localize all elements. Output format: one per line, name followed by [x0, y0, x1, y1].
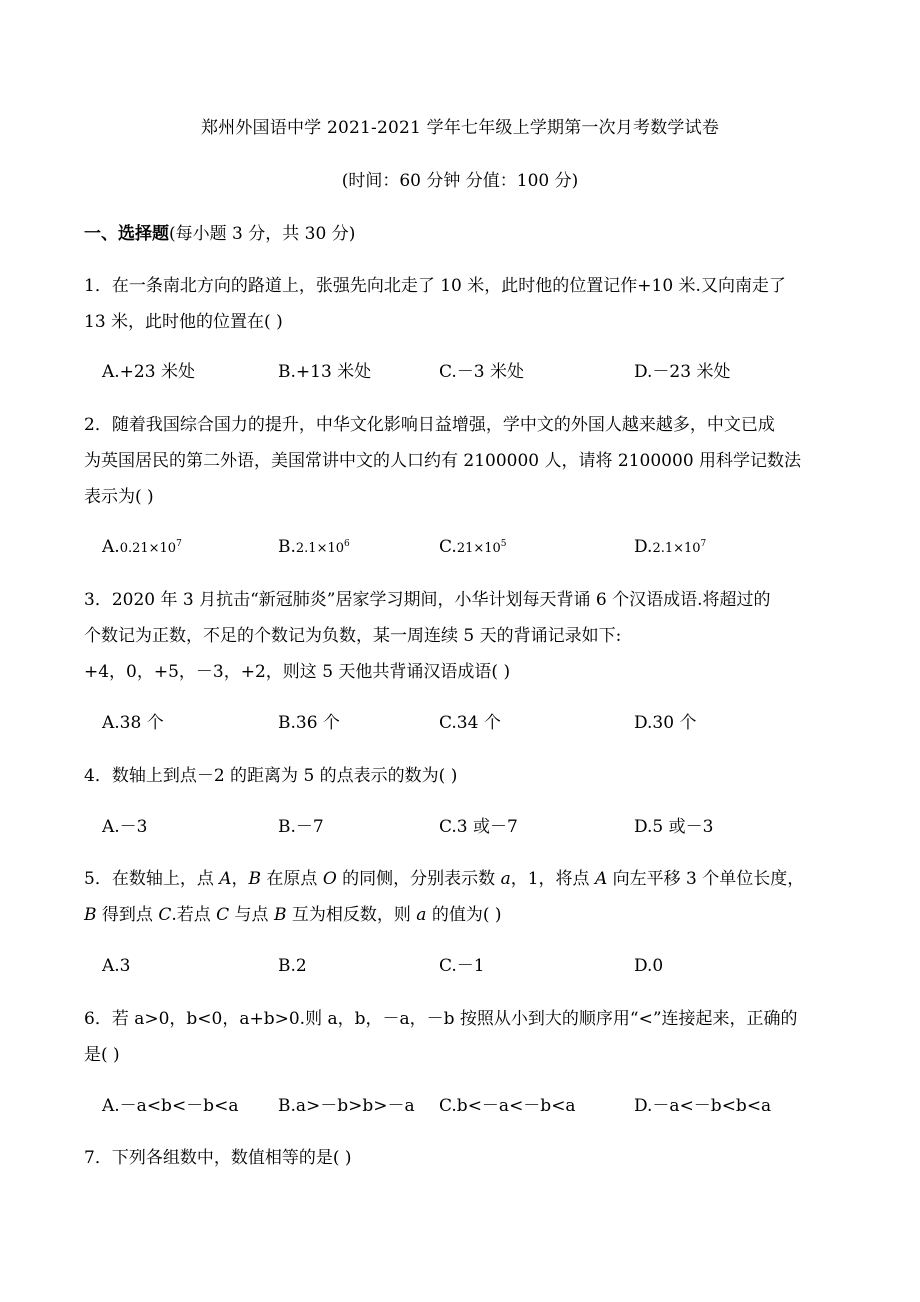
q6-option-b[interactable]: B.a>－b>b>－a	[278, 1096, 415, 1116]
q5-option-d[interactable]: D.0	[634, 956, 664, 976]
q2-text-line1: 2．随着我国综合国力的提升，中华文化影响日益增强，学中文的外国人越来越多，中文已成	[84, 415, 775, 435]
q2-option-c[interactable]: $C.21\times 10^5$	[439, 537, 507, 557]
q3-text-line1: 3．2020 年 3 月抗击“新冠肺炎”居家学习期间，小华计划每天背诵 6 个汉语成语.将超过的	[84, 590, 771, 610]
q1-options	[102, 360, 822, 384]
q7-text-line1: 7．下列各组数中，数值相等的是( )	[84, 1148, 352, 1168]
q3-text-line3: +4，0，+5，－3，+2，则这 5 天他共背诵汉语成语( )	[84, 662, 511, 682]
q4-text-line1: 4．数轴上到点－2 的距离为 5 的点表示的数为( )	[84, 766, 458, 786]
q5-text-line2: B 得到点 C.若点 C 与点 B 互为相反数，则 a 的值为( )	[84, 905, 502, 925]
q3-text-line2: 个数记为正数，不足的个数记为负数，某一周连续 5 天的背诵记录如下:	[84, 626, 622, 646]
q2-option-a[interactable]: $A.0.21\times 10^7$	[102, 537, 182, 557]
q5-text-line1: 5．在数轴上，点 A，B 在原点 O 的同侧，分别表示数 a，1，将点 A 向左平移 3 个单位长度，	[84, 869, 805, 889]
q3-option-a[interactable]: A.38 个	[102, 713, 164, 733]
q5-option-b[interactable]: B.2	[278, 956, 307, 976]
q6-text-line2: 是( )	[84, 1045, 120, 1065]
q6-option-c[interactable]: C.b<－a<－b<a	[439, 1096, 576, 1116]
q4-option-d[interactable]: D.5 或－3	[634, 817, 714, 837]
section-heading	[84, 222, 850, 246]
section-note: (每小题 3 分，共 30 分)	[169, 224, 356, 244]
q4-option-b[interactable]: B.－7	[278, 817, 324, 837]
q3-option-b[interactable]: B.36 个	[278, 713, 340, 733]
q1-option-a[interactable]: A.+23 米处	[102, 362, 195, 382]
q3-option-d[interactable]: D.30 个	[634, 713, 697, 733]
q6-options	[102, 1094, 822, 1118]
q5-option-c[interactable]: C.－1	[439, 956, 485, 976]
q4-option-a[interactable]: A.－3	[102, 817, 148, 837]
exam-subtitle: (时间：60 分钟 分值：100 分)	[341, 171, 579, 191]
exam-title: 郑州外国语中学 2021-2021 学年七年级上学期第一次月考数学试卷	[200, 118, 720, 138]
q1-option-d[interactable]: D.－23 米处	[634, 362, 731, 382]
section-title: 一、选择题	[84, 224, 169, 244]
q2-option-b[interactable]: $B.2.1\times 10^6$	[278, 537, 350, 557]
q1-text-line1: 1．在一条南北方向的路道上，张强先向北走了 10 米，此时他的位置记作+10 米.又向南走了	[84, 276, 786, 296]
q1-option-b[interactable]: B.+13 米处	[278, 362, 372, 382]
q2-option-d[interactable]: $D.2.1\times 10^7$	[634, 537, 707, 557]
q2-text-line2: 为英国居民的第二外语，美国常讲中文的人口约有 2100000 人，请将 2100000 用科学记数法	[84, 451, 802, 471]
q6-text-line1: 6．若 a>0，b<0，a+b>0.则 a，b，－a，－b 按照从小到大的顺序用“<”连接起来，正确的	[84, 1009, 798, 1029]
q5-option-a[interactable]: A.3	[102, 956, 131, 976]
q1-option-c[interactable]: C.－3 米处	[439, 362, 525, 382]
q3-option-c[interactable]: C.34 个	[439, 713, 501, 733]
q3-options	[102, 711, 822, 735]
q6-option-a[interactable]: A.－a<b<－b<a	[102, 1096, 239, 1116]
q2-text-line3: 表示为( )	[84, 487, 154, 507]
q6-option-d[interactable]: D.－a<－b<b<a	[634, 1096, 772, 1116]
q4-option-c[interactable]: C.3 或－7	[439, 817, 518, 837]
q5-options	[102, 954, 822, 978]
q4-options	[102, 815, 822, 839]
q2-options	[102, 535, 822, 559]
q1-text-line2: 13 米，此时他的位置在( )	[84, 312, 283, 332]
